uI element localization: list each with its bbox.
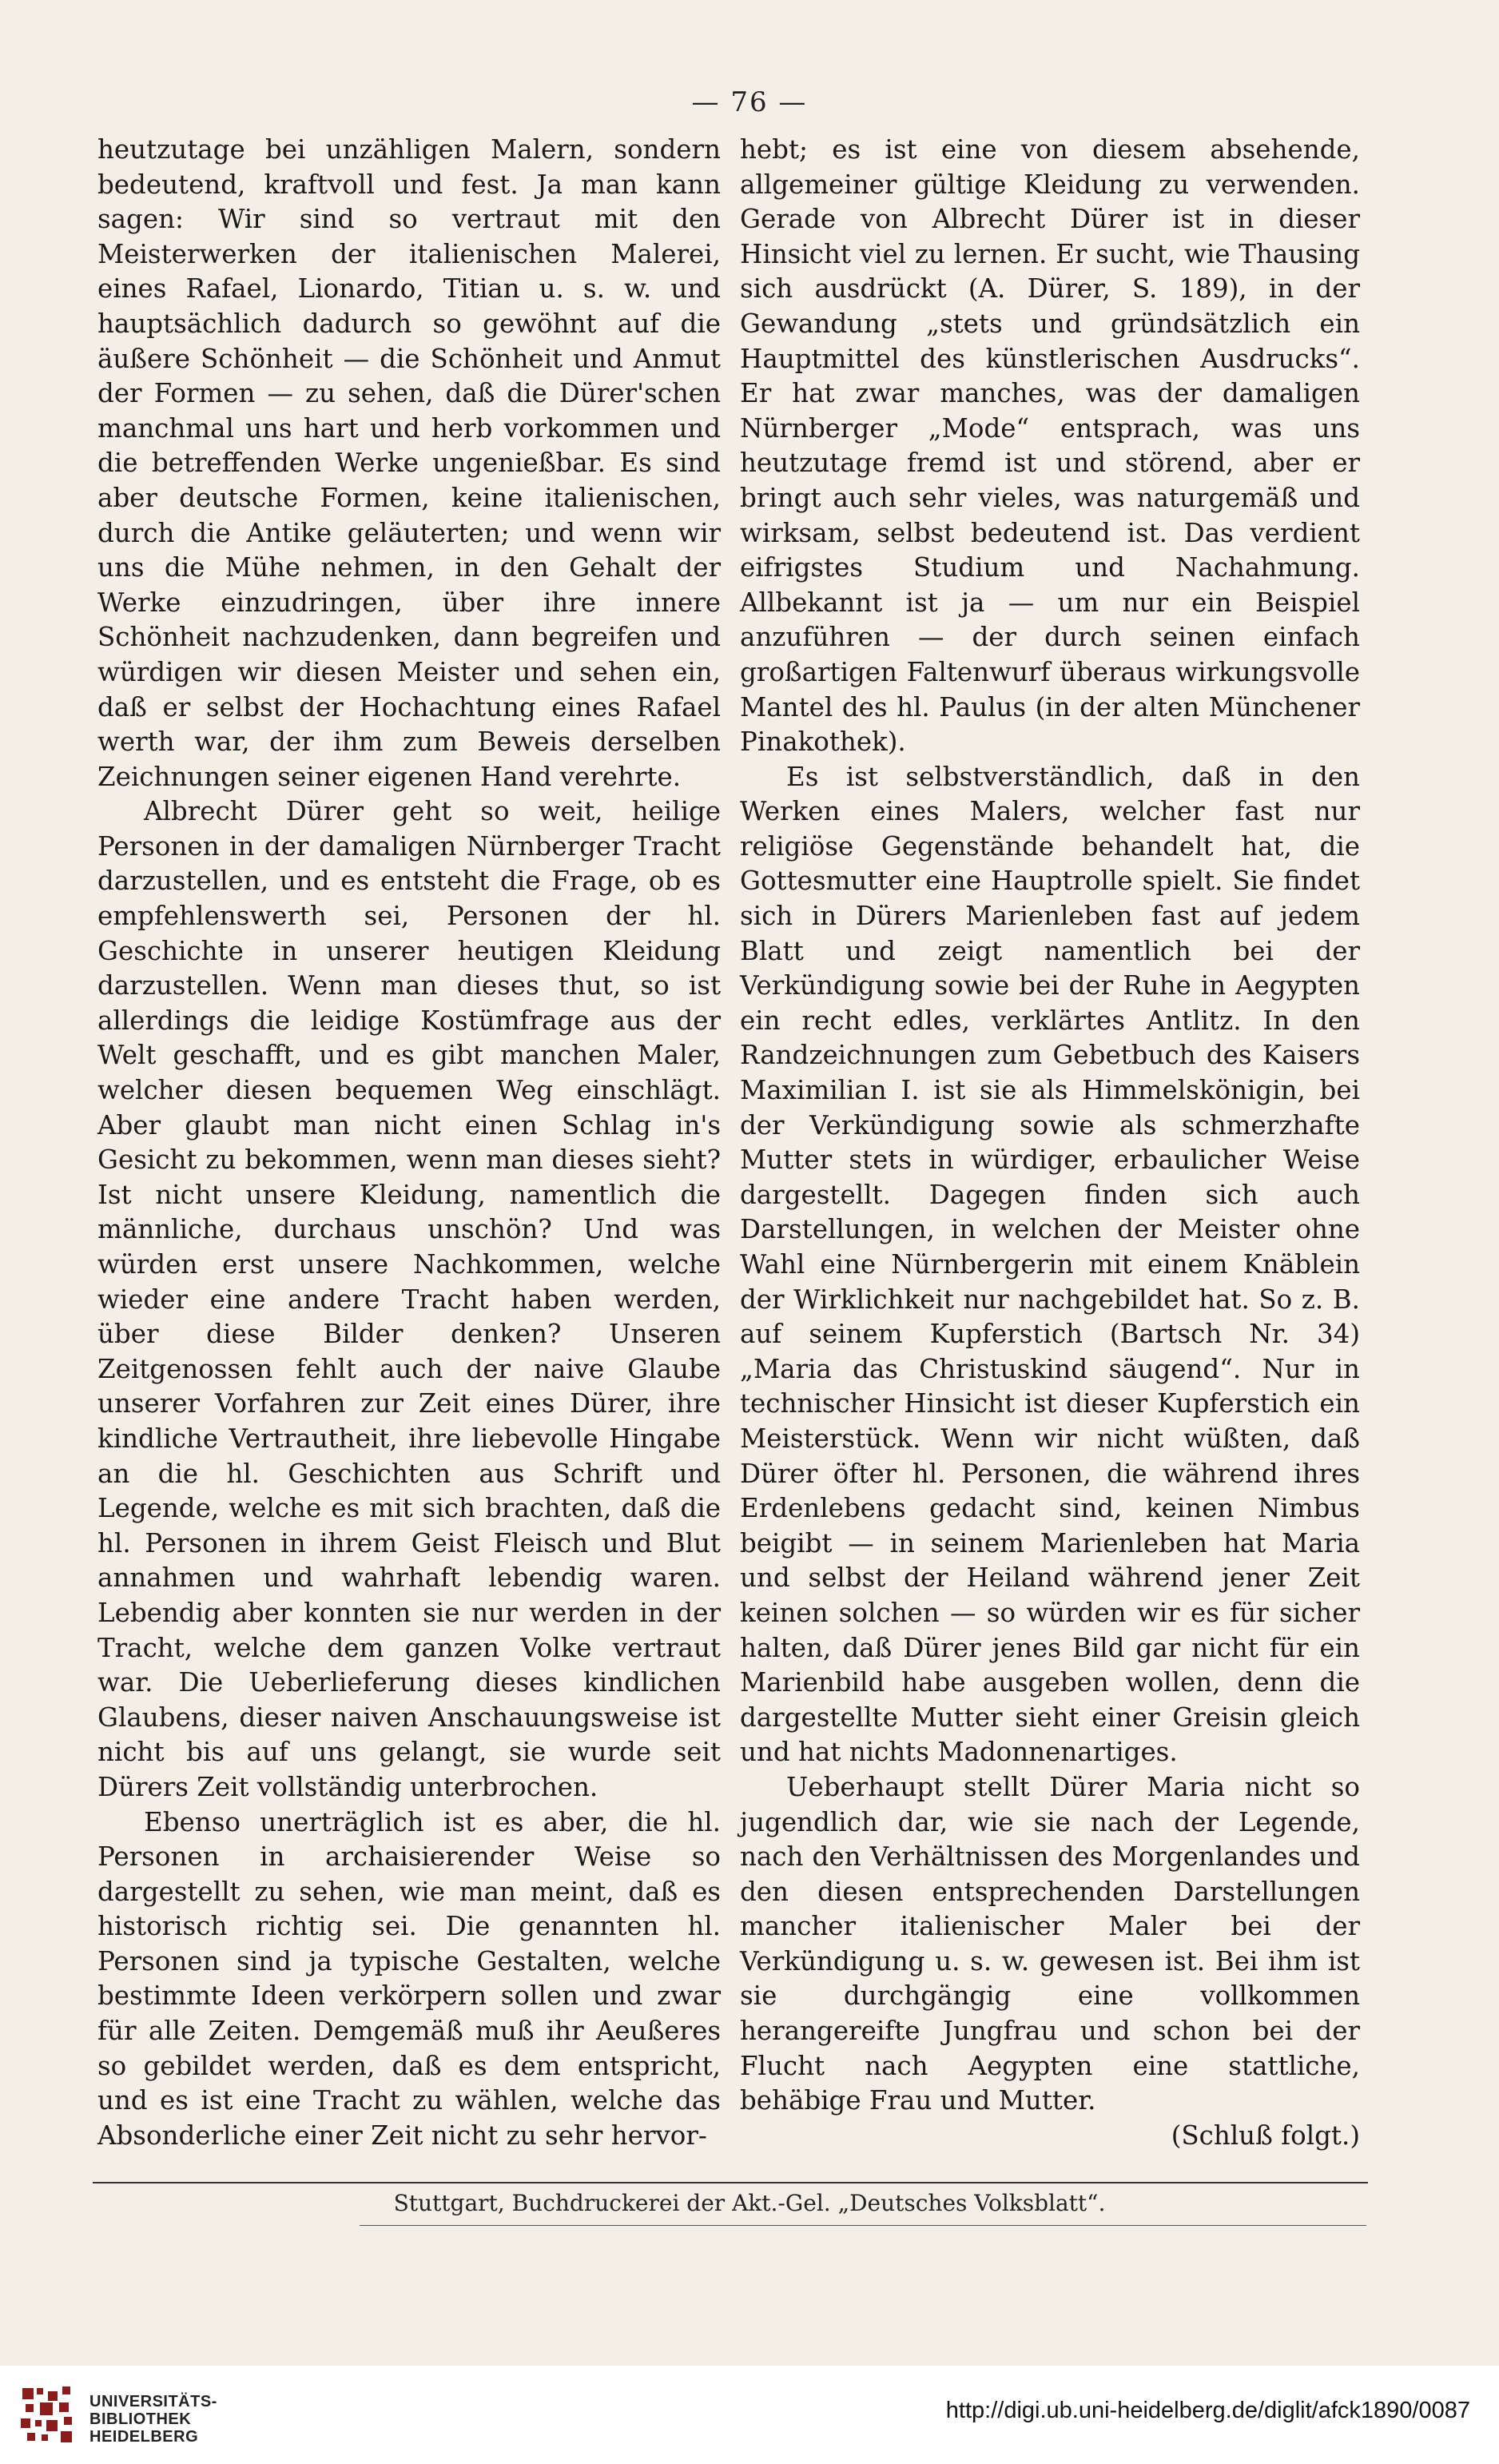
paragraph: Ebenso unerträglich ist es aber, die hl. Personen in archaisierender Weise so dargestellt zu sehen, wie man meint, daß es historisch richtig sei. Die genannten hl. Personen sind ja typische Gestalten, welche bestimmte Ideen verkörpern sollen und zwar für alle Zeiten. Demgemäß muß ihr Aeußeres so gebildet werden, daß es dem entspricht, und es ist eine Tracht zu wählen, welche das Absonderliche einer Zeit nicht zu sehr hervor- [97,1806,721,2151]
printer-imprint: Stuttgart, Buchdruckerei der Akt.-Gel. „Deutsches Volksblatt“. [393,2190,1106,2216]
university-library-logo-icon [18,2383,82,2447]
paragraph: Es ist selbstverständlich, daß in den Werken eines Malers, welcher fast nur religiöse Gegenstände behandelt hat, die Gottesmutter eine Hauptrolle spielt. Sie findet sich in Dürers Marienleben fast auf jedem Blatt und zeigt namentlich bei der Verkündigung sowie bei der Ruhe in Aegypten ein recht edles, verklärtes Antlitz. In den Randzeichnungen zum Gebetbuch des Kaisers Maximilian I. ist sie als Himmelskönigin, bei der Verkündigung sowie als schmerzhafte Mutter stets in würdiger, erbaulicher Weise dargestellt. Dagegen finden sich auch Darstellungen, in welchen der Meister ohne Wahl eine Nürnbergerin mit einem Knäblein der Wirklichkeit nur nachgebildet hat. So z. B. auf seinem Kupferstich (Bartsch Nr. 34) „Maria das Christuskind säugend“. Nur in technischer Hinsicht ist dieser Kupferstich ein Meisterstück. Wenn wir nicht wüßten, daß Dürer öfter hl. Personen, die während ihres Erdenlebens gedacht sind, keinen Nimbus beigibt — in seinem Marienleben hat Maria und selbst der Heiland während jener Zeit keinen solchen — so würden wir es für sicher halten, daß Dürer jenes Bild gar nicht für ein Marienbild habe ausgeben wollen, denn die dargestellte Mutter sieht einer Greisin gleich und hat nichts Madonnenartiges. [740,761,1360,1768]
page-number: — 76 — [691,86,808,118]
source-url-link[interactable]: http://digi.ub.uni-heidelberg.de/diglit/afck1890/0087 [945,2398,1470,2423]
paragraph: heutzutage bei unzähligen Malern, sondern bedeutend, kraftvoll und fest. Ja man kann sagen: Wir sind so vertraut mit den Meisterwerken der italienischen Malerei, eines Rafael, Lionardo, Titian u. s. w. und hauptsächlich dadurch so gewöhnt auf die äußere Schönheit — die Schönheit und Anmut der Formen — zu sehen, daß die Dürer'schen manchmal uns hart und herb vorkommen und die betreffenden Werke ungenießbar. Es sind aber deutsche Formen, keine italienischen, durch die Antike geläuterten; und wenn wir uns die Mühe nehmen, in den Gehalt der Werke einzudringen, über ihre innere Schönheit nachzudenken, dann begreifen und würdigen wir diesen Meister und sehen ein, daß er selbst der Hochachtung eines Rafael werth war, der ihm zum Beweis derselben Zeichnungen seiner eigenen Hand verehrte. [97,134,721,792]
digitization-footer [0,2366,1499,2464]
divider [360,2225,1366,2226]
paragraph: Ueberhaupt stellt Dürer Maria nicht so jugendlich dar, wie sie nach der Legende, nach den Verhältnissen des Morgenlandes und den diesen entsprechenden Darstellungen mancher italienischer Maler bei der Verkündigung u. s. w. gewesen ist. Bei ihm ist sie durchgängig eine vollkommen herangereifte Jungfrau und schon bei der Flucht nach Aegypten eine stattliche, behäbige Frau und Mutter. [740,1771,1360,2116]
library-name: UNIVERSITÄTS- BIBLIOTHEK HEIDELBERG [89,2393,217,2446]
paragraph: hebt; es ist eine von diesem absehende, allgemeiner gültige Kleidung zu verwenden. Gerade von Albrecht Dürer ist in dieser Hinsicht viel zu lernen. Er sucht, wie Thausing sich ausdrückt (A. Dürer, S. 189), in der Gewandung „stets und gründsätzlich ein Hauptmittel des künstlerischen Ausdrucks“. Er hat zwar manches, was der damaligen Nürnberger „Mode“ entsprach, was uns heutzutage fremd ist und störend, aber er bringt auch sehr vieles, was naturgemäß und wirksam, selbst bedeutend ist. Das verdient eifrigstes Studium und Nachahmung. Allbekannt ist ja — um nur ein Beispiel anzuführen — der durch seinen einfach großartigen Faltenwurf überaus wirkungsvolle Mantel des hl. Paulus (in der alten Münchener Pinakothek). [740,134,1360,758]
paragraph: Albrecht Dürer geht so weit, heilige Personen in der damaligen Nürnberger Tracht darzustellen, und es entsteht die Frage, ob es empfehlenswerth sei, Personen der hl. Geschichte in unserer heutigen Kleidung darzustellen. Wenn man dieses thut, so ist allerdings die leidige Kostümfrage aus der Welt geschafft, und es gibt manchen Maler, welcher diesen bequemen Weg einschlägt. Aber glaubt man nicht einen Schlag in's Gesicht zu bekommen, wenn man dieses sieht? Ist nicht unsere Kleidung, namentlich die männliche, durchaus unschön? Und was würden erst unsere Nachkommen, welche wieder eine andere Tracht haben werden, über diese Bilder denken? Unseren Zeitgenossen fehlt auch der naive Glaube unserer Vorfahren zur Zeit eines Dürer, ihre kindliche Vertrautheit, ihre liebevolle Hingabe an die hl. Geschichten aus Schrift und Legende, welche es mit sich brachten, daß die hl. Personen in ihrem Geist Fleisch und Blut annahmen und wahrhaft lebendig waren. Lebendig aber konnten sie nur werden in der Tracht, welche dem ganzen Volke vertraut war. Die Ueberlieferung dieses kindlichen Glaubens, dieser naiven Anschauungsweise ist nicht bis auf uns gelangt, sie wurde seit Dürers Zeit vollständig unterbrochen. [97,796,721,1802]
continuation-note: (Schluß folgt.) [1171,2120,1360,2151]
left-column [97,133,721,2153]
divider [93,2182,1368,2183]
right-column [740,133,1360,2153]
